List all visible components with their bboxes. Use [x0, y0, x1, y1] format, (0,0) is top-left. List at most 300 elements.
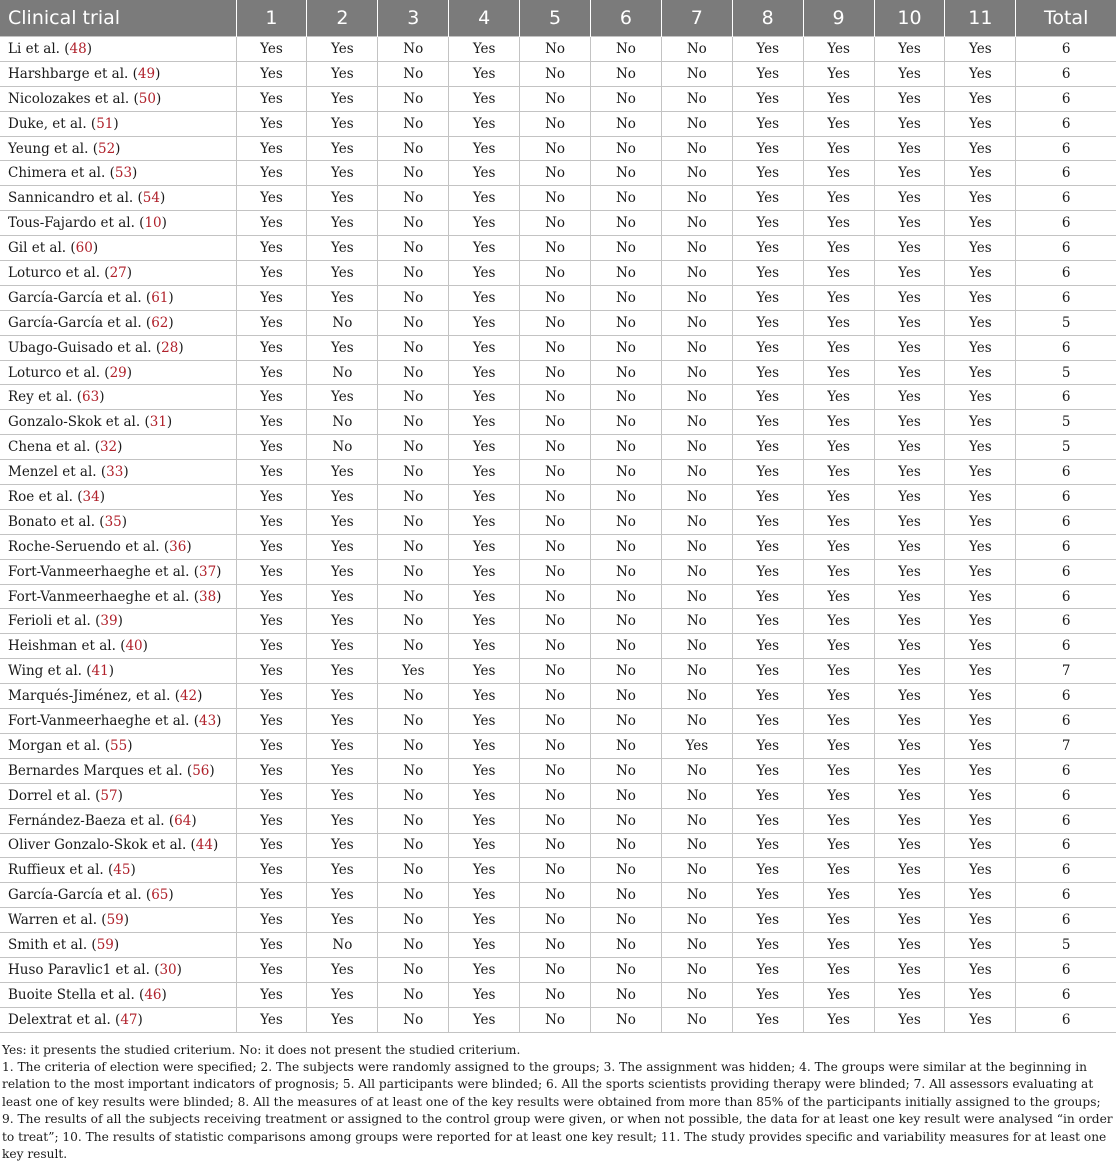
trial-name: Chena et al. ( — [8, 439, 100, 456]
criterion-4-cell: Yes — [449, 186, 520, 211]
criterion-10-cell: Yes — [874, 584, 945, 609]
criterion-2-cell: Yes — [307, 261, 378, 286]
criterion-4-cell: Yes — [449, 410, 520, 435]
criterion-1-cell: Yes — [236, 982, 307, 1007]
criterion-11-cell: Yes — [945, 1007, 1016, 1032]
criterion-5-cell: No — [520, 261, 591, 286]
criterion-6-cell: No — [590, 86, 661, 111]
trial-name-cell — [0, 957, 236, 982]
reference-close: ) — [168, 289, 174, 306]
total-score-cell: 6 — [1016, 709, 1116, 734]
table-row — [0, 161, 1116, 186]
table-row — [0, 360, 1116, 385]
criterion-8-cell: Yes — [732, 808, 803, 833]
criterion-10-cell: Yes — [874, 261, 945, 286]
trial-name-cell — [0, 808, 236, 833]
criterion-5-cell: No — [520, 908, 591, 933]
reference-link[interactable]: 54 — [142, 190, 160, 207]
criterion-9-cell: Yes — [803, 360, 874, 385]
criterion-7-cell: No — [661, 360, 732, 385]
reference-link[interactable]: 57 — [100, 787, 118, 804]
criterion-6-cell: No — [590, 709, 661, 734]
reference-link[interactable]: 42 — [179, 688, 198, 705]
criterion-11-cell: Yes — [945, 460, 1016, 485]
criterion-7-cell: No — [661, 609, 732, 634]
criterion-7-cell: No — [661, 460, 732, 485]
criterion-11-cell: Yes — [945, 908, 1016, 933]
reference-link[interactable]: 40 — [125, 638, 143, 655]
total-score-cell: 6 — [1016, 584, 1116, 609]
criterion-11-cell: Yes — [945, 733, 1016, 758]
criterion-8-cell: Yes — [732, 758, 803, 783]
trial-name-cell — [0, 335, 236, 360]
criterion-8-cell: Yes — [732, 211, 803, 236]
criterion-5-cell: No — [520, 957, 591, 982]
criterion-7-cell: No — [661, 310, 732, 335]
criterion-7-cell: No — [661, 211, 732, 236]
trial-name: Gonzalo-Skok et al. ( — [8, 414, 150, 431]
criterion-9-cell: Yes — [803, 933, 874, 958]
criterion-11-cell: Yes — [945, 261, 1016, 286]
criterion-7-cell: No — [661, 136, 732, 161]
criterion-1-cell: Yes — [236, 808, 307, 833]
criterion-5-cell: No — [520, 161, 591, 186]
criterion-7-cell: No — [661, 37, 732, 62]
criterion-7-cell: No — [661, 261, 732, 286]
criterion-2-cell: Yes — [307, 509, 378, 534]
trial-name-cell — [0, 833, 236, 858]
criterion-2-cell: Yes — [307, 111, 378, 136]
trial-name-cell — [0, 982, 236, 1007]
criterion-2-cell: Yes — [307, 37, 378, 62]
reference-link[interactable]: 51 — [96, 115, 114, 132]
criterion-4-cell: Yes — [449, 808, 520, 833]
table-row — [0, 460, 1116, 485]
trial-name-cell — [0, 758, 236, 783]
criterion-9-cell: Yes — [803, 410, 874, 435]
criterion-9-cell: Yes — [803, 559, 874, 584]
reference-link[interactable]: 41 — [91, 663, 109, 680]
criterion-6-cell: No — [590, 758, 661, 783]
trial-name-cell — [0, 684, 236, 709]
criterion-3-cell: No — [378, 261, 449, 286]
trial-name-cell — [0, 161, 236, 186]
criterion-7-cell: No — [661, 111, 732, 136]
table-footnotes — [0, 1042, 1116, 1163]
criterion-6-cell: No — [590, 261, 661, 286]
criterion-1-cell: Yes — [236, 136, 307, 161]
criterion-5-cell: No — [520, 534, 591, 559]
criterion-2-cell: No — [307, 435, 378, 460]
criterion-4-cell: Yes — [449, 584, 520, 609]
reference-link[interactable]: 49 — [137, 65, 156, 82]
total-score-cell: 6 — [1016, 858, 1116, 883]
reference-link[interactable]: 53 — [114, 165, 133, 182]
total-score-cell: 6 — [1016, 1007, 1116, 1032]
criterion-5-cell: No — [520, 758, 591, 783]
criterion-8-cell: Yes — [732, 285, 803, 310]
criterion-6-cell: No — [590, 833, 661, 858]
reference-link[interactable]: 55 — [110, 737, 128, 754]
reference-link[interactable]: 50 — [138, 90, 156, 107]
total-score-cell: 6 — [1016, 609, 1116, 634]
total-score-cell: 6 — [1016, 982, 1116, 1007]
reference-close: ) — [186, 538, 192, 555]
criterion-5-cell: No — [520, 659, 591, 684]
criterion-5-cell: No — [520, 584, 591, 609]
header-criterion-5: 5 — [520, 0, 591, 37]
criterion-5-cell: No — [520, 509, 591, 534]
total-score-cell: 6 — [1016, 335, 1116, 360]
criterion-1-cell: Yes — [236, 435, 307, 460]
criterion-7-cell: No — [661, 1007, 732, 1032]
trial-name-cell — [0, 186, 236, 211]
reference-link[interactable]: 34 — [82, 488, 100, 505]
reference-link[interactable]: 28 — [161, 339, 179, 356]
criterion-9-cell: Yes — [803, 509, 874, 534]
table-row — [0, 37, 1116, 62]
criterion-1-cell: Yes — [236, 285, 307, 310]
criterion-3-cell: No — [378, 236, 449, 261]
criterion-6-cell: No — [590, 37, 661, 62]
criterion-9-cell: Yes — [803, 61, 874, 86]
criterion-5-cell: No — [520, 733, 591, 758]
reference-link[interactable]: 37 — [198, 563, 217, 580]
total-score-cell: 6 — [1016, 634, 1116, 659]
criterion-6-cell: No — [590, 61, 661, 86]
trial-name: Roe et al. ( — [8, 488, 83, 505]
criterion-10-cell: Yes — [874, 908, 945, 933]
trial-name-cell — [0, 86, 236, 111]
criterion-2-cell: Yes — [307, 161, 378, 186]
trial-name: García-García et al. ( — [8, 289, 152, 306]
criterion-6-cell: No — [590, 957, 661, 982]
criterion-1-cell: Yes — [236, 186, 307, 211]
criterion-9-cell: Yes — [803, 833, 874, 858]
trial-name: Rey et al. ( — [8, 389, 82, 406]
criterion-4-cell: Yes — [449, 559, 520, 584]
criterion-3-cell: No — [378, 684, 449, 709]
criterion-10-cell: Yes — [874, 485, 945, 510]
criterion-9-cell: Yes — [803, 136, 874, 161]
criterion-4-cell: Yes — [449, 833, 520, 858]
reference-link[interactable]: 30 — [159, 961, 177, 978]
criterion-11-cell: Yes — [945, 236, 1016, 261]
header-criterion-7: 7 — [661, 0, 732, 37]
criterion-5-cell: No — [520, 310, 591, 335]
criterion-5-cell: No — [520, 111, 591, 136]
criterion-2-cell: Yes — [307, 733, 378, 758]
trial-name-cell — [0, 709, 236, 734]
criterion-3-cell: No — [378, 833, 449, 858]
trial-name: Bonato et al. ( — [8, 513, 105, 530]
reference-close: ) — [216, 563, 222, 580]
criterion-1-cell: Yes — [236, 161, 307, 186]
criterion-4-cell: Yes — [449, 161, 520, 186]
trial-name: Sannicandro et al. ( — [8, 190, 143, 207]
table-row — [0, 136, 1116, 161]
table-row — [0, 86, 1116, 111]
criterion-8-cell: Yes — [732, 883, 803, 908]
criterion-8-cell: Yes — [732, 410, 803, 435]
criterion-11-cell: Yes — [945, 609, 1016, 634]
trial-name: Huso Paravlic1 et al. ( — [8, 961, 160, 978]
criterion-6-cell: No — [590, 933, 661, 958]
reference-link[interactable]: 59 — [106, 912, 124, 929]
criterion-7-cell: No — [661, 684, 732, 709]
criterion-6-cell: No — [590, 609, 661, 634]
criterion-10-cell: Yes — [874, 435, 945, 460]
criterion-11-cell: Yes — [945, 136, 1016, 161]
reference-close: ) — [99, 488, 105, 505]
criterion-6-cell: No — [590, 584, 661, 609]
trial-name: Chimera et al. ( — [8, 165, 115, 182]
criterion-11-cell: Yes — [945, 509, 1016, 534]
criterion-1-cell: Yes — [236, 385, 307, 410]
reference-link[interactable]: 65 — [151, 887, 169, 904]
trial-name-cell — [0, 285, 236, 310]
reference-link[interactable]: 61 — [151, 289, 169, 306]
criterion-9-cell: Yes — [803, 161, 874, 186]
reference-link[interactable]: 56 — [192, 762, 210, 779]
table-row — [0, 111, 1116, 136]
trial-name: Menzel et al. ( — [8, 464, 107, 481]
criterion-8-cell: Yes — [732, 833, 803, 858]
trial-name-cell — [0, 136, 236, 161]
reference-link[interactable]: 46 — [144, 986, 162, 1003]
criterion-10-cell: Yes — [874, 758, 945, 783]
criterion-7-cell: Yes — [661, 733, 732, 758]
reference-link[interactable]: 62 — [151, 314, 169, 331]
reference-link[interactable]: 32 — [99, 439, 118, 456]
criterion-2-cell: Yes — [307, 1007, 378, 1032]
reference-close: ) — [86, 40, 92, 57]
reference-close: ) — [113, 115, 119, 132]
header-clinical-trial: Clinical trial — [0, 0, 236, 37]
table-row — [0, 783, 1116, 808]
reference-link[interactable]: 52 — [97, 140, 116, 157]
reference-close: ) — [216, 712, 222, 729]
total-score-cell: 7 — [1016, 733, 1116, 758]
reference-link[interactable]: 44 — [195, 837, 213, 854]
reference-link[interactable]: 10 — [144, 215, 162, 232]
trial-name-cell — [0, 410, 236, 435]
criterion-10-cell: Yes — [874, 1007, 945, 1032]
reference-close: ) — [113, 937, 120, 953]
criterion-4-cell: Yes — [449, 211, 520, 236]
criterion-6-cell: No — [590, 1007, 661, 1032]
trial-name: Loturco et al. ( — [8, 364, 110, 381]
reference-link[interactable]: 33 — [106, 464, 124, 481]
criterion-3-cell: No — [378, 957, 449, 982]
criterion-10-cell: Yes — [874, 883, 945, 908]
criterion-2-cell: Yes — [307, 236, 378, 261]
criterion-8-cell: Yes — [732, 982, 803, 1007]
criterion-9-cell: Yes — [803, 957, 874, 982]
criterion-8-cell: Yes — [732, 236, 803, 261]
reference-link[interactable]: 45 — [113, 862, 131, 879]
criterion-6-cell: No — [590, 136, 661, 161]
criterion-2-cell: Yes — [307, 709, 378, 734]
criterion-5-cell: No — [520, 360, 591, 385]
criterion-9-cell: Yes — [803, 908, 874, 933]
trial-name-cell — [0, 908, 236, 933]
trial-name-cell — [0, 634, 236, 659]
reference-link[interactable]: 27 — [109, 264, 127, 281]
criterion-6-cell: No — [590, 559, 661, 584]
criterion-10-cell: Yes — [874, 211, 945, 236]
criterion-5-cell: No — [520, 634, 591, 659]
reference-link[interactable]: 36 — [169, 538, 187, 555]
reference-close: ) — [127, 737, 133, 754]
criterion-6-cell: No — [590, 236, 661, 261]
trial-name-cell — [0, 385, 236, 410]
criterion-6-cell: No — [590, 310, 661, 335]
criterion-9-cell: Yes — [803, 460, 874, 485]
criterion-8-cell: Yes — [732, 709, 803, 734]
criterion-5-cell: No — [520, 211, 591, 236]
criterion-4-cell: Yes — [449, 957, 520, 982]
total-score-cell: 6 — [1016, 509, 1116, 534]
reference-link[interactable]: 43 — [198, 712, 217, 729]
criterion-3-cell: No — [378, 982, 449, 1007]
criterion-1-cell: Yes — [236, 659, 307, 684]
criterion-4-cell: Yes — [449, 858, 520, 883]
criterion-9-cell: Yes — [803, 211, 874, 236]
header-criterion-9: 9 — [803, 0, 874, 37]
criterion-10-cell: Yes — [874, 783, 945, 808]
criterion-9-cell: Yes — [803, 534, 874, 559]
criterion-1-cell: Yes — [236, 61, 307, 86]
total-score-cell: 6 — [1016, 186, 1116, 211]
total-score-cell: 6 — [1016, 385, 1116, 410]
trial-name: Morgan et al. ( — [8, 737, 111, 754]
criterion-10-cell: Yes — [874, 733, 945, 758]
criterion-10-cell: Yes — [874, 957, 945, 982]
reference-link[interactable]: 48 — [69, 40, 87, 57]
criterion-7-cell: No — [661, 559, 732, 584]
trial-name-cell — [0, 659, 236, 684]
reference-link[interactable]: 64 — [174, 812, 192, 829]
criterion-2-cell: Yes — [307, 86, 378, 111]
trial-name-cell — [0, 733, 236, 758]
trial-name: Smith et al. ( — [8, 937, 97, 953]
criterion-4-cell: Yes — [449, 385, 520, 410]
table-row — [0, 808, 1116, 833]
criterion-3-cell: No — [378, 609, 449, 634]
criterion-4-cell: Yes — [449, 360, 520, 385]
trial-name: Delextrat et al. ( — [8, 1011, 121, 1028]
criterion-2-cell: Yes — [307, 783, 378, 808]
criterion-2-cell: No — [307, 310, 378, 335]
reference-link[interactable]: 29 — [109, 364, 127, 381]
trial-name-cell — [0, 883, 236, 908]
criterion-6-cell: No — [590, 659, 661, 684]
criterion-5-cell: No — [520, 609, 591, 634]
criterion-11-cell: Yes — [945, 335, 1016, 360]
criterion-3-cell: No — [378, 310, 449, 335]
total-score-cell: 5 — [1016, 435, 1116, 460]
trial-name: Bernardes Marques et al. ( — [8, 762, 193, 779]
criterion-4-cell: Yes — [449, 236, 520, 261]
criterion-3-cell: No — [378, 584, 449, 609]
criterion-3-cell: No — [378, 534, 449, 559]
criterion-5-cell: No — [520, 460, 591, 485]
criterion-7-cell: No — [661, 808, 732, 833]
criterion-6-cell: No — [590, 385, 661, 410]
criterion-3-cell: No — [378, 410, 449, 435]
criterion-5-cell: No — [520, 1007, 591, 1032]
criterion-1-cell: Yes — [236, 883, 307, 908]
trial-name: Gil et al. ( — [8, 240, 76, 257]
criterion-8-cell: Yes — [732, 86, 803, 111]
reference-link[interactable]: 38 — [198, 588, 217, 605]
criterion-11-cell: Yes — [945, 310, 1016, 335]
criterion-3-cell: No — [378, 86, 449, 111]
criterion-4-cell: Yes — [449, 37, 520, 62]
reference-close: ) — [166, 414, 173, 431]
criterion-7-cell: No — [661, 634, 732, 659]
criterion-2-cell: Yes — [307, 534, 378, 559]
reference-link[interactable]: 60 — [75, 240, 93, 257]
criterion-2-cell: Yes — [307, 808, 378, 833]
reference-close: ) — [155, 65, 161, 82]
criterion-3-cell: No — [378, 360, 449, 385]
criterion-4-cell: Yes — [449, 285, 520, 310]
trial-name-cell — [0, 559, 236, 584]
criterion-3-cell: No — [378, 460, 449, 485]
criterion-1-cell: Yes — [236, 111, 307, 136]
reference-close: ) — [137, 1011, 143, 1028]
criterion-7-cell: No — [661, 385, 732, 410]
criterion-4-cell: Yes — [449, 435, 520, 460]
reference-link[interactable]: 35 — [104, 513, 122, 530]
criterion-3-cell: No — [378, 111, 449, 136]
criterion-8-cell: Yes — [732, 335, 803, 360]
criterion-1-cell: Yes — [236, 485, 307, 510]
criterion-1-cell: Yes — [236, 634, 307, 659]
reference-link[interactable]: 63 — [82, 389, 100, 406]
reference-link[interactable]: 59 — [96, 937, 114, 953]
criterion-10-cell: Yes — [874, 410, 945, 435]
reference-close: ) — [142, 638, 148, 655]
reference-link[interactable]: 31 — [149, 414, 167, 431]
criterion-2-cell: Yes — [307, 908, 378, 933]
criterion-2-cell: Yes — [307, 659, 378, 684]
total-score-cell: 6 — [1016, 883, 1116, 908]
criterion-5-cell: No — [520, 485, 591, 510]
total-score-cell: 6 — [1016, 236, 1116, 261]
criterion-1-cell: Yes — [236, 684, 307, 709]
criterion-6-cell: No — [590, 161, 661, 186]
criterion-1-cell: Yes — [236, 709, 307, 734]
trial-name-cell — [0, 211, 236, 236]
trial-name: Loturco et al. ( — [8, 264, 110, 281]
criterion-2-cell: No — [307, 410, 378, 435]
criterion-10-cell: Yes — [874, 709, 945, 734]
trial-name: Ruffieux et al. ( — [8, 862, 114, 879]
reference-link[interactable]: 39 — [100, 613, 118, 630]
criterion-4-cell: Yes — [449, 61, 520, 86]
criterion-2-cell: Yes — [307, 584, 378, 609]
table-row — [0, 335, 1116, 360]
criterion-11-cell: Yes — [945, 161, 1016, 186]
criterion-7-cell: No — [661, 485, 732, 510]
criterion-8-cell: Yes — [732, 485, 803, 510]
criterion-4-cell: Yes — [449, 908, 520, 933]
criterion-5-cell: No — [520, 808, 591, 833]
reference-link[interactable]: 47 — [120, 1011, 138, 1028]
